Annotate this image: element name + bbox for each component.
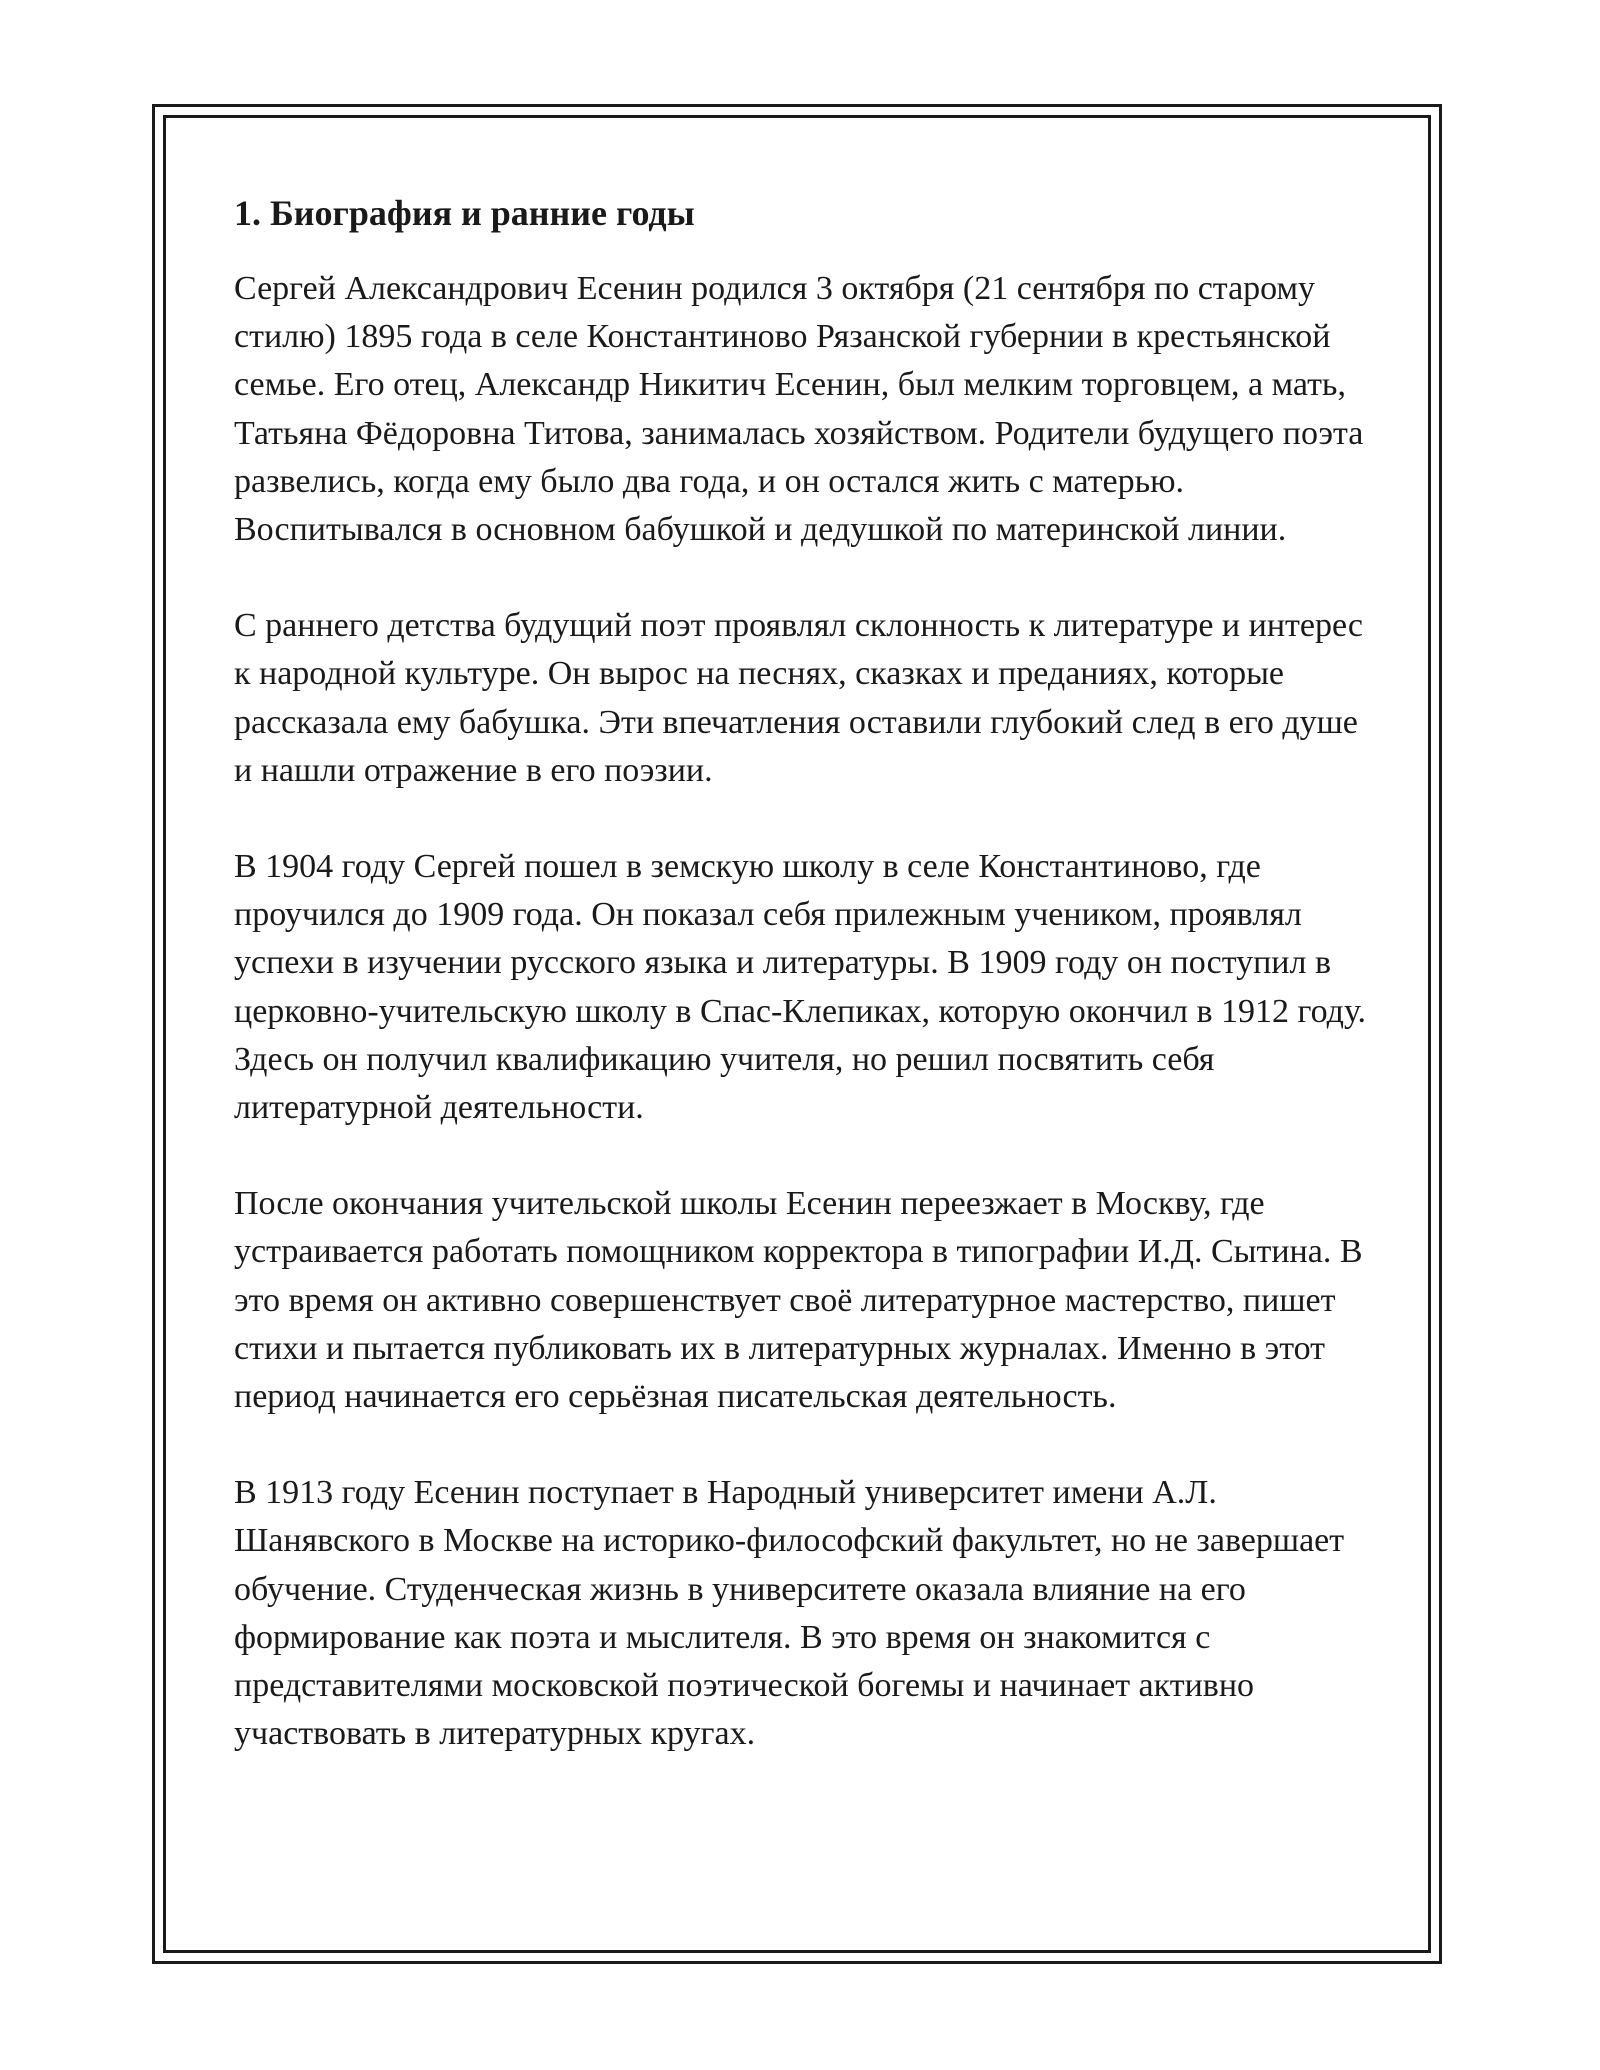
paragraph-schooling: В 1904 году Сергей пошел в земскую школу в селе Константиново, где проучился до 1909 года. Он показал себя прилежным учеником, проявлял успехи в изучении русского языка и литературы. В 1909 году он поступил в церковно-учительскую школу в Спас-Клепиках, которую окончил в 1912 году. Здесь он получил квалификацию учителя, но решил посвятить себя литературной деятельности.	[234, 848, 1367, 1127]
paragraph-moscow: После окончания учительской школы Есенин переезжает в Москву, где устраивается работать помощником корректора в типографии И.Д. Сытина. В это время он активно совершенствует своё литературное мастерство, пишет стихи и пытается публиковать их в литературных журналах. Именно в этот период начинается его серьёзная писательская деятельность.	[234, 1185, 1363, 1416]
section-heading: 1. Биография и ранние годы	[234, 193, 695, 233]
paragraph-birth: Сергей Александрович Есенин родился 3 октября (21 сентября по старому стилю) 1895 года в селе Константиново Рязанской губернии в крестьянской семье. Его отец, Александр Никитич Есенин, был мелким торговцем, а мать, Татьяна Фёдоровна Титова, занималась хозяйством. Родители будущего поэта развелись, когда ему было два года, и он остался жить с матерью. Воспитывался в основном бабушкой и дедушкой по материнской линии.	[234, 270, 1364, 549]
paragraph-university: В 1913 году Есенин поступает в Народный университет имени А.Л. Шанявского в Москве на историко-философский факультет, но не завершает обучение. Студенческая жизнь в университете оказала влияние на его формирование как поэта и мыслителя. В это время он знакомится с представителями московской поэтической богемы и начинает активно участвовать в литературных кругах.	[234, 1474, 1345, 1753]
paragraph-childhood: С раннего детства будущий поэт проявлял склонность к литературе и интерес к народной культуре. Он вырос на песнях, сказках и преданиях, которые рассказала ему бабушка. Эти впечатления оставили глубокий след в его душе и нашли отражение в его поэзии.	[234, 607, 1363, 789]
document-body	[234, 185, 1384, 1758]
